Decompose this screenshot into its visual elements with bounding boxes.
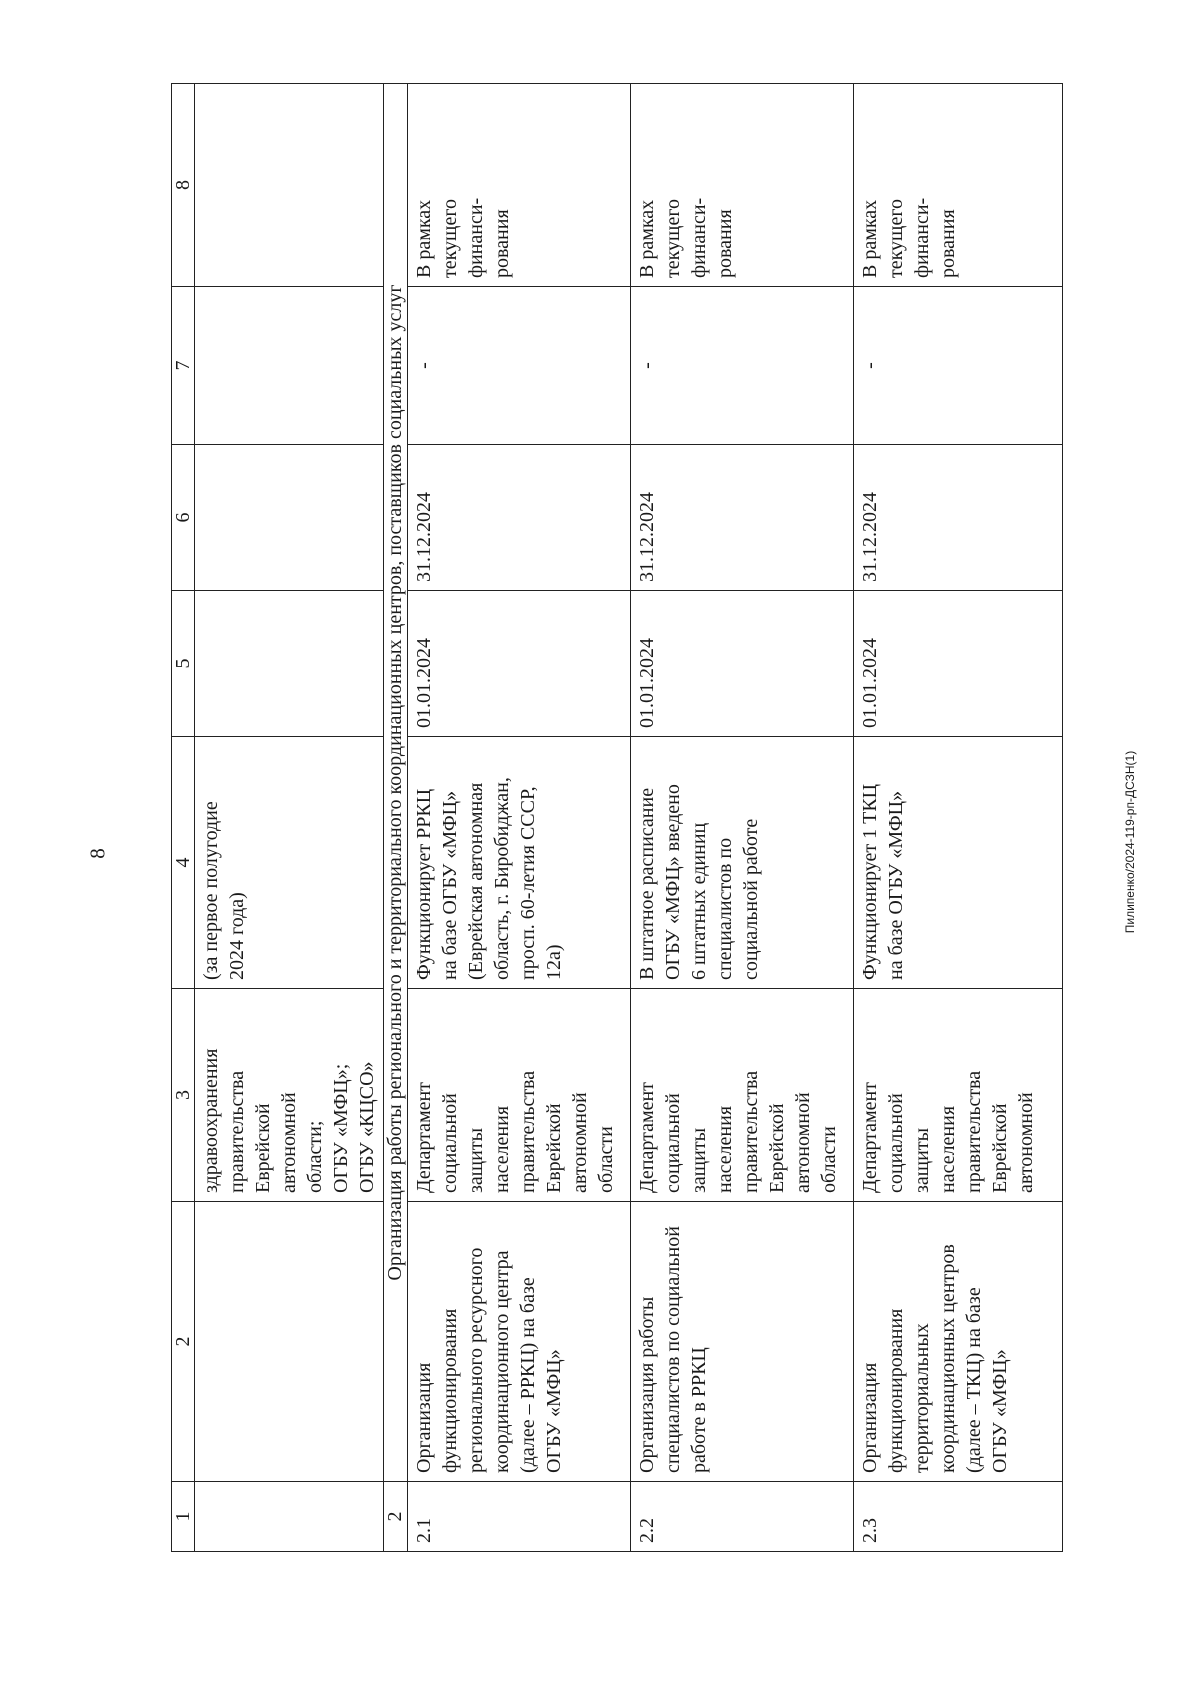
cell-activity	[854, 1202, 1063, 1482]
cell-text-line: территориальных	[911, 1323, 933, 1473]
cell-text-line: здравоохранения	[200, 1048, 222, 1193]
cell-responsible	[631, 989, 854, 1202]
cell-number: 2.1	[408, 1482, 631, 1552]
cell-text-line: социальной	[885, 1093, 907, 1193]
cell-text-line: специалистов по	[714, 837, 736, 980]
cell-text-line: рования	[937, 209, 959, 278]
cell-activity	[195, 1202, 384, 1482]
cell-text-line: защиты	[465, 1127, 487, 1193]
cell-result	[854, 737, 1063, 989]
cell-text-line: функционирования	[439, 1308, 461, 1473]
cell-responsible	[854, 989, 1063, 1202]
cell-text-line: Организация работы	[636, 1296, 658, 1473]
cell-text-line: Департамент	[859, 1082, 881, 1193]
cell-text-line: финанси-	[465, 197, 487, 278]
cell-text-line: населения	[937, 1105, 959, 1193]
cell-result	[195, 737, 384, 989]
header-col-6: 6	[172, 445, 195, 591]
cell-text-line: Еврейской	[252, 1103, 274, 1193]
cell-text-line: Функционирует РРКЦ	[413, 788, 435, 980]
cell-text-line: (Еврейская автономная	[465, 782, 487, 980]
cell-text-line: ОГБУ «МФЦ»	[543, 1349, 565, 1473]
cell-end-date	[195, 445, 384, 591]
cell-text-line: ОГБУ «МФЦ»;	[330, 1063, 352, 1193]
cell-funding	[195, 84, 384, 287]
table-row-2-1	[408, 84, 631, 1552]
cell-number	[195, 1482, 384, 1552]
cell-text-line: автономной	[278, 1092, 300, 1193]
document-footer-id: Пилипенко/2024-119-рп-ДСЗН(1)	[1123, 750, 1137, 934]
cell-text-line: ОГБУ «КЦСО»	[356, 1061, 378, 1193]
cell-text-line: социальной работе	[740, 818, 762, 980]
cell-text-line: ОГБУ «МФЦ» введено	[662, 784, 684, 980]
cell-text-line: населения	[491, 1105, 513, 1193]
cell-text-line: на базе ОГБУ «МФЦ»	[439, 790, 461, 980]
header-col-1: 1	[172, 1482, 195, 1552]
cell-text-line: 6 штатных единиц	[688, 822, 710, 980]
cell-number: 2.3	[854, 1482, 1063, 1552]
cell-text-line: 12а)	[543, 944, 565, 980]
section-number: 2	[384, 1482, 408, 1552]
cell-text-line: (далее – РРКЦ) на базе	[517, 1277, 539, 1473]
cell-text-line: координационных центров	[937, 1244, 959, 1473]
cell-text-line: рования	[491, 209, 513, 278]
header-col-4: 4	[172, 737, 195, 989]
cell-text-line: Организация	[859, 1362, 881, 1473]
table-rotated-wrapper	[171, 84, 1076, 1552]
cell-text-line: 2024 года)	[226, 892, 248, 980]
header-col-2: 2	[172, 1202, 195, 1482]
cell-text-line: просп. 60-летия СССР,	[517, 786, 539, 980]
cell-text-line: правительства	[963, 1070, 985, 1193]
cell-text-line: автономной	[1015, 1092, 1037, 1193]
page-number: 8	[85, 848, 110, 859]
cell-start-date: 01.01.2024	[408, 591, 631, 737]
cell-text-line: ОГБУ «МФЦ»	[989, 1349, 1011, 1473]
cell-text-line: Функционирует 1 ТКЦ	[859, 783, 881, 980]
header-col-5: 5	[172, 591, 195, 737]
cell-text-line: (далее – ТКЦ) на базе	[963, 1287, 985, 1473]
cell-text-line: текущего	[662, 198, 684, 278]
cell-activity	[408, 1202, 631, 1482]
cell-start-date: 01.01.2024	[631, 591, 854, 737]
cell-col-7: -	[854, 287, 1063, 445]
cell-text-line: функционирования	[885, 1308, 907, 1473]
header-col-3: 3	[172, 989, 195, 1202]
cell-col-7	[195, 287, 384, 445]
cell-number: 2.2	[631, 1482, 854, 1552]
cell-text-line: В рамках	[413, 199, 435, 278]
cell-end-date: 31.12.2024	[631, 445, 854, 591]
cell-activity	[631, 1202, 854, 1482]
cell-text-line: финанси-	[911, 197, 933, 278]
cell-text-line: социальной	[662, 1093, 684, 1193]
cell-text-line: Еврейской	[766, 1103, 788, 1193]
cell-text-line: работе в РРКЦ	[688, 1347, 710, 1473]
cell-text-line: Еврейской	[543, 1103, 565, 1193]
header-col-7: 7	[172, 287, 195, 445]
cell-text-line: социальной	[439, 1093, 461, 1193]
cell-result	[408, 737, 631, 989]
cell-start-date: 01.01.2024	[854, 591, 1063, 737]
cell-text-line: область, г. Биробиджан,	[491, 777, 513, 980]
table-row-continued	[195, 84, 384, 1552]
cell-text-line: области;	[304, 1120, 326, 1193]
cell-text-line: области	[818, 1126, 840, 1193]
table-row-2-3	[854, 84, 1063, 1552]
header-row	[172, 84, 195, 1552]
cell-text-line: защиты	[911, 1127, 933, 1193]
cell-text-line: специалистов по социальной	[662, 1226, 684, 1473]
cell-text-line: автономной	[569, 1092, 591, 1193]
cell-end-date: 31.12.2024	[408, 445, 631, 591]
cell-text-line: правительства	[226, 1070, 248, 1193]
cell-text-line: Организация	[413, 1362, 435, 1473]
cell-text-line: правительства	[740, 1070, 762, 1193]
cell-text-line: Департамент	[636, 1082, 658, 1193]
cell-funding	[408, 84, 631, 287]
cell-text-line: рования	[714, 209, 736, 278]
cell-col-7: -	[631, 287, 854, 445]
cell-text-line: финанси-	[688, 197, 710, 278]
cell-text-line: В штатное расписание	[636, 787, 658, 980]
cell-text-line: Департамент	[413, 1082, 435, 1193]
cell-funding	[631, 84, 854, 287]
section-row	[384, 84, 408, 1552]
plan-table	[171, 83, 1063, 1552]
table-row-2-2	[631, 84, 854, 1552]
cell-responsible	[195, 989, 384, 1202]
cell-text-line: населения	[714, 1105, 736, 1193]
cell-text-line: на базе ОГБУ «МФЦ»	[885, 790, 907, 980]
cell-text-line: текущего	[885, 198, 907, 278]
cell-text-line: правительства	[517, 1070, 539, 1193]
cell-responsible	[408, 989, 631, 1202]
cell-funding	[854, 84, 1063, 287]
header-col-8: 8	[172, 84, 195, 287]
cell-text-line: защиты	[688, 1127, 710, 1193]
cell-text-line: автономной	[792, 1092, 814, 1193]
cell-text-line: В рамках	[859, 199, 881, 278]
cell-start-date	[195, 591, 384, 737]
cell-text-line: текущего	[439, 198, 461, 278]
cell-end-date: 31.12.2024	[854, 445, 1063, 591]
cell-text-line: (за первое полугодие	[200, 801, 222, 980]
cell-text-line: регионального ресурсного	[465, 1247, 487, 1473]
cell-text-line: координационного центра	[491, 1250, 513, 1473]
cell-text-line: области	[595, 1126, 617, 1193]
cell-text-line: В рамках	[636, 199, 658, 278]
cell-text-line: Еврейской	[989, 1103, 1011, 1193]
cell-result	[631, 737, 854, 989]
cell-col-7: -	[408, 287, 631, 445]
section-title: Организация работы регионального и территориального координационных центров, поставщиков социальных услуг	[384, 84, 408, 1482]
